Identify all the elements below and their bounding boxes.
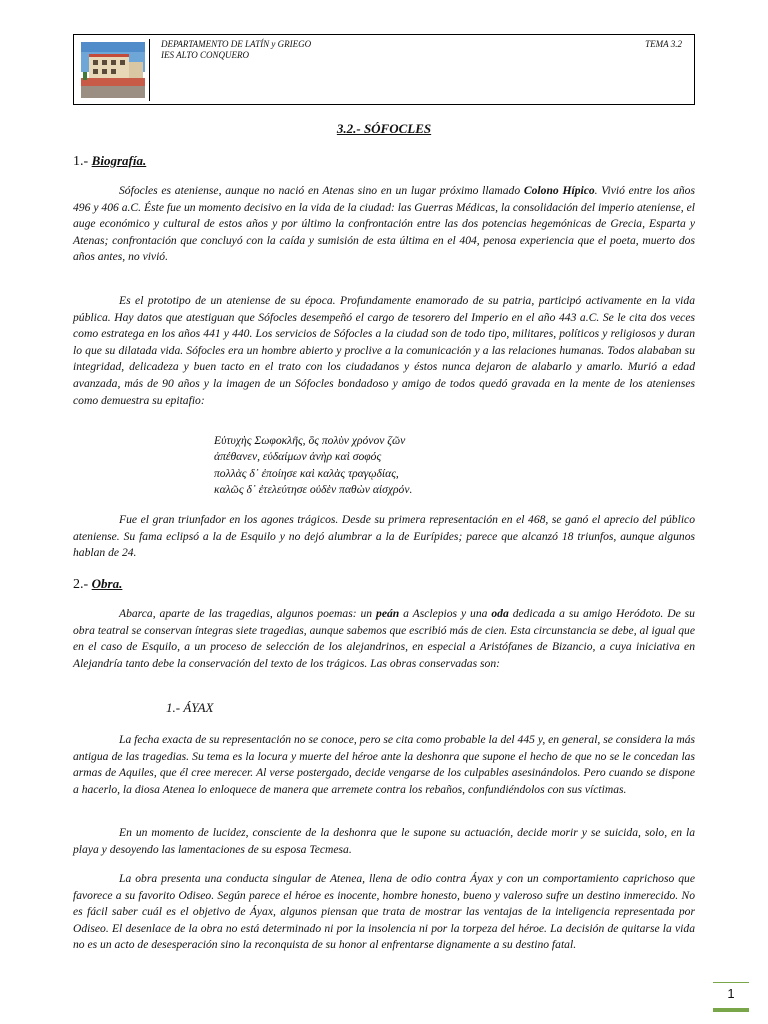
section-heading-obra [73,576,122,593]
document-header [73,34,695,105]
school-building-image [81,42,145,98]
paragraph-ayax-3: La obra presenta una conducta singular de Atenea, llena de odio contra Áyax y con un comportamiento caprichoso que favorece a su favorito Odiseo. Según parece el héroe es inocente, hombre honesto, bueno y valeroso sufre un destino inmerecido. No es fácil saber cuál es el objetivo de Áyax, algunos piensan que trata de mostrar las ventajas de la inteligencia representada por Odiseo. El desenlace de la obra no está determinado ni por la insolencia ni por la torpeza del héroe. La decisión de quitarse la vida no es un acto de desesperación sino la reconquista de su honor al enfrentarse dignamente a su destino fatal. [73,872,695,952]
page-number: 1 [727,986,735,1001]
section-heading-biografia [73,153,146,170]
term-oda: oda [491,607,509,620]
paragraph-bio-3: Fue el gran triunfador en los agones trágicos. Desde su primera representación en el 468, se ganó el aprecio del público ateniense. Su fama eclipsó a la de Esquilo y no dejó alumbrar a la de Eurípides; parece que alcanzó 18 triunfos, aunque algunos hablan de 24. [73,513,695,560]
page-title: 3.2.- SÓFOCLES [336,121,432,136]
header-institution [161,39,311,61]
epitaph-line: πολλὰς δ᾽ ἐποίησε καὶ καλὰς τραγῳδίας, [214,466,399,480]
section-label: Biografía. [91,153,147,168]
paragraph-obra-1: Abarca, aparte de las tragedias, algunos poemas: un peán a Asclepios y una oda dedicada a su amigo Heródoto. De su obra teatral se conservan íntegras siete tragedias, aunque sabemos que escribió más de cien. Esta circunstancia se debe, al igual que en el caso de Esquilo, a un proceso de selección de los alejandrinos, en especial a Aristófanes de Bizancio, a cuya iniciativa en Alejandría tanto debe la conservación del texto de los trágicos. Las obras conservadas son: [73,607,695,670]
epitaph-line: Εὐτυχὴς Σωφοκλῆς, ὃς πολὺν χρόνον ζῶν [214,434,406,447]
page-number-box [713,982,749,1012]
school-name: IES ALTO CONQUERO [161,50,249,60]
school-photo [78,39,150,101]
tema-label: TEMA 3.2 [645,39,682,49]
section-number: 2.- [73,577,89,592]
paragraph-bio-1: Sófocles es ateniense, aunque no nació en Atenas sino en un lugar próximo llamado Colono Hípico. Vivió entre los años 496 y 406 a.C. Éste fue un momento decisivo en la vida de la ciudad: las Guerras Médicas, la consolidación del imperio ateniense, el auge económico y cultural de estos años y por último la confrontación entre las dos potencias hegemónicas de Grecia, Esparta y Atenas; confrontación que concluyó con la caída y sumisión de esta última en el 404, penosa experiencia que el poeta, muerto dos años antes, no vivió. [73,184,695,264]
section-number: 1.- [73,154,89,169]
paragraph-bio-2: Es el prototipo de un ateniense de su época. Profundamente enamorado de su patria, participó activamente en la vida pública. Hay datos que atestiguan que Sófocles desempeñó el cargo de tesorero del Imperio en el año 443 a.C. Se le cita dos veces como estratega en los años 441 y 440. Los servicios de Sófocles a la ciudad son de todo tipo, militares, políticos y religiosos y duran lo que su dilatada vida. Sófocles era un hombre abierto y proclive a la comunicación y a las relaciones humanas. Todos alababan su integridad, delicadeza y buen tacto en el trato con los ciudadanos y éstos nunca dejaron de alabarlo y amarlo. Murió a edad avanzada, más de 90 años y la imagen de un Sófocles bondadoso y amigo de todos quedó gravada en la mente de los atenienses como demuestra su epitafio: [73,294,695,407]
term-pean: peán [376,607,400,620]
epitaph-greek [214,433,412,499]
epitaph-line: καλῶς δ᾽ ἐτελεύτησε οὐδὲν παθὼν αἰσχρόν. [214,483,413,497]
epitaph-line: ἀπέθανεν, εὐδαίμων ἀνὴρ καὶ σοφός [214,450,382,464]
subheading-ayax: 1.- ÁYAX [166,700,214,715]
paragraph-ayax-1: La fecha exacta de su representación no se conoce, pero se cita como probable la del 445 y, en general, se considera la más antigua de las tragedias. Su tema es la locura y muerte del héroe ante la deshonra que supone el hecho de que no se le concedan las armas de Aquiles, que él cree merecer. Al verse postergado, decide vengarse de los culpables asesinándolos. Pero cuando se dispone a hacerlo, la diosa Atenea lo enloquece de manera que arremete contra los rebaños, confundiéndolos con sus víctimas. [73,733,695,796]
section-label: Obra. [91,576,123,591]
place-name-colono-hipico: Colono Hípico [523,184,595,197]
paragraph-ayax-2: En un momento de lucidez, consciente de la deshonra que le supone su actuación, decide morir y se suicida, solo, en la playa y desoyendo las lamentaciones de su esposa Tecmesa. [73,826,695,856]
department-name: DEPARTAMENTO DE LATÍN y GRIEGO [161,39,312,49]
